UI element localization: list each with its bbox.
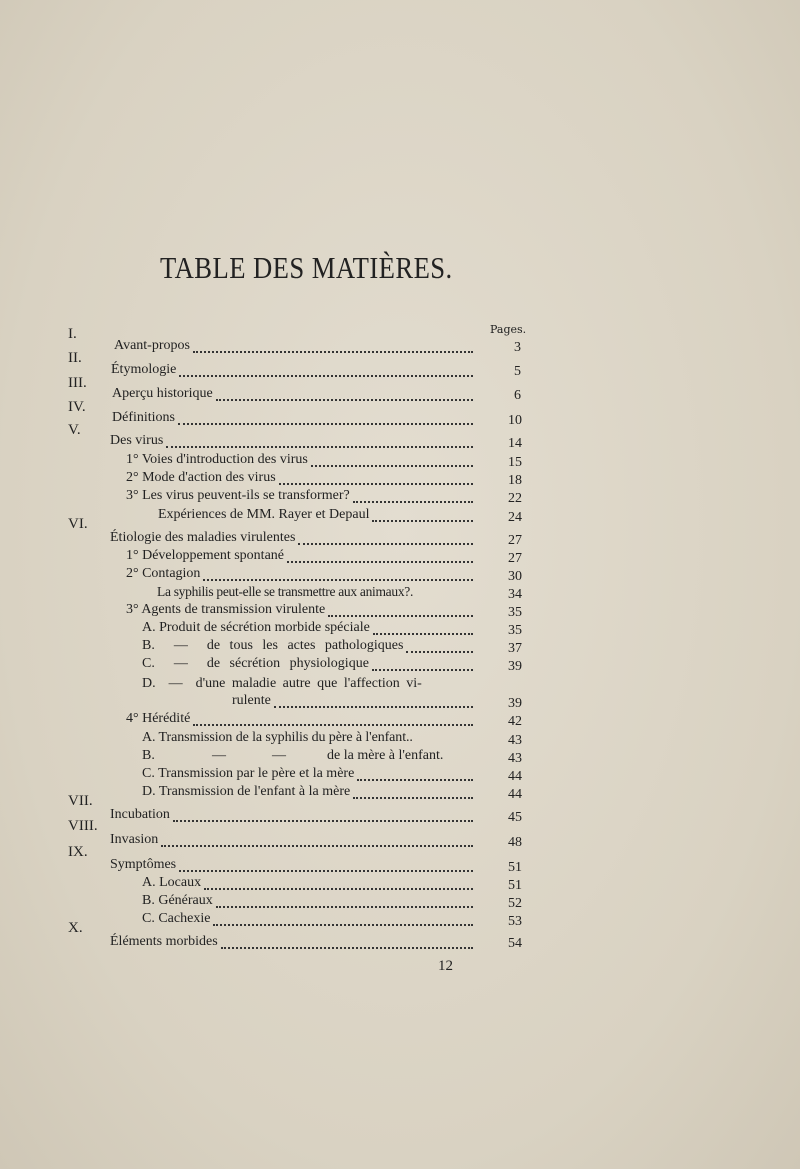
entry-label: 3° Agents de transmission virulente (126, 602, 326, 617)
leader-dots (221, 947, 473, 949)
page-number: 51 (508, 878, 522, 893)
entry-label: Définitions (112, 410, 175, 425)
leader-dots (357, 779, 473, 781)
entry-label: Étymologie (111, 362, 177, 377)
ditto-mark: — (212, 748, 226, 763)
roman-numeral: VII. (68, 793, 93, 809)
page-number: 5 (514, 364, 521, 379)
entry-label: Expériences de MM. Rayer et Depaul (158, 507, 370, 522)
toc-entry (142, 875, 476, 895)
toc-entry (142, 748, 476, 768)
entry-label: Étiologie des maladies virulentes (110, 530, 296, 545)
toc-entry (126, 470, 476, 490)
entry-label: La syphilis peut-elle se transmettre aux animaux?. (157, 584, 414, 599)
page-number: 51 (508, 860, 522, 875)
roman-numeral: VI. (68, 516, 88, 532)
page-number: 3 (514, 340, 521, 355)
page-number: 18 (508, 473, 522, 488)
toc-entry (110, 857, 476, 877)
leader-dots (173, 820, 473, 822)
page-number: 53 (508, 914, 522, 929)
leader-dots (287, 561, 473, 563)
page-number: 24 (508, 510, 522, 525)
entry-label: rulente (232, 693, 271, 708)
entry-label: 1° Voies d'introduction des virus (126, 452, 308, 467)
entry-label: D. Transmission de l'enfant à la mère (142, 784, 351, 799)
page-number: 42 (508, 714, 522, 729)
page-number: 14 (508, 436, 522, 451)
entry-label: C. Transmission par le père et la mère (142, 766, 355, 781)
leader-dots (179, 870, 473, 872)
leader-dots (216, 399, 473, 401)
page-number: 35 (508, 623, 522, 638)
roman-numeral: IX. (68, 844, 88, 860)
entry-label: A. Produit de sécrétion morbide spéciale (142, 620, 370, 635)
page-number: 37 (508, 641, 522, 656)
toc-entry (110, 934, 476, 954)
toc-entry (142, 784, 476, 804)
entry-label-tail: de la mère à l'enfant. (327, 748, 444, 763)
leader-dots (353, 501, 473, 503)
leader-dots (193, 351, 473, 353)
entry-label: 4° Hérédité (126, 711, 191, 726)
entry-label: Incubation (110, 807, 170, 822)
leader-dots (328, 615, 473, 617)
leader-dots (193, 724, 473, 726)
roman-numeral: V. (68, 422, 81, 438)
entry-label: Aperçu historique (112, 386, 213, 401)
entry-label: Invasion (110, 832, 159, 847)
toc-entry (142, 656, 476, 676)
page-number: 44 (508, 787, 522, 802)
leader-dots (166, 446, 473, 448)
entry-label: B. — de tous les actes pathologiques (142, 638, 404, 653)
entry-label: C. Cachexie (142, 911, 211, 926)
toc-entry (114, 338, 476, 358)
entry-label: 3° Les virus peuvent-ils se transformer? (126, 488, 350, 503)
entry-label: B. Généraux (142, 893, 213, 908)
toc-entry (110, 433, 476, 453)
leader-dots (203, 579, 473, 581)
toc-entry (110, 807, 476, 827)
toc-entry (126, 566, 476, 586)
toc-entry (142, 911, 476, 931)
roman-numeral: VIII. (68, 818, 98, 834)
page-number: 10 (508, 413, 522, 428)
page-number: 34 (508, 587, 522, 602)
entry-label: Des virus (110, 433, 164, 448)
entry-label: D. — d'une maladie autre que l'affection vi- (142, 676, 422, 691)
page-number: 43 (508, 733, 522, 748)
leader-dots (178, 423, 473, 425)
entry-label: Symptômes (110, 857, 177, 872)
toc-entry (142, 730, 476, 750)
leader-dots (311, 465, 473, 467)
entry-label: 2° Contagion (126, 566, 201, 581)
page-number: 43 (508, 751, 522, 766)
roman-numeral: X. (68, 920, 83, 936)
leader-dots (372, 669, 473, 671)
toc-entry (232, 693, 476, 713)
page-number: 15 (508, 455, 522, 470)
entry-label: 2° Mode d'action des virus (126, 470, 276, 485)
entry-label: A. Locaux (142, 875, 202, 890)
leader-dots (274, 706, 473, 708)
page-title: TABLE DES MATIÈRES. (160, 250, 453, 285)
toc-entry (112, 386, 476, 406)
toc-entry (110, 530, 476, 550)
page-number: 6 (514, 388, 521, 403)
toc-entry (157, 584, 476, 604)
toc-entry (142, 638, 476, 658)
toc-entry (111, 362, 476, 382)
roman-numeral: II. (68, 350, 82, 366)
page-number: 48 (508, 835, 522, 850)
toc-entry (142, 893, 476, 913)
roman-numeral: I. (68, 326, 77, 342)
page-number: 27 (508, 551, 522, 566)
toc-entry (126, 452, 476, 472)
page-folio-number: 12 (438, 958, 453, 974)
roman-numeral: III. (68, 375, 87, 391)
leader-dots (406, 651, 473, 653)
entry-label: C. — de sécrétion physiologique (142, 656, 369, 671)
leader-dots (179, 375, 473, 377)
roman-numeral: IV. (68, 399, 86, 415)
toc-entry (158, 507, 476, 527)
toc-entry (110, 832, 476, 852)
leader-dots (373, 633, 473, 635)
leader-dots (298, 543, 473, 545)
entry-label: Avant-propos (114, 338, 190, 353)
entry-label: B. (142, 748, 155, 763)
leader-dots (372, 520, 473, 522)
page-number: 30 (508, 569, 522, 584)
entry-label: A. Transmission de la syphilis du père à l'enfant.. (142, 730, 413, 745)
page-number: 22 (508, 491, 522, 506)
entry-label: 1° Développement spontané (126, 548, 284, 563)
leader-dots (213, 924, 473, 926)
page-number: 35 (508, 605, 522, 620)
page-number: 54 (508, 936, 522, 951)
page-number: 52 (508, 896, 522, 911)
leader-dots (161, 845, 473, 847)
page-number: 27 (508, 533, 522, 548)
page-number: 39 (508, 696, 522, 711)
entry-label: Éléments morbides (110, 934, 218, 949)
ditto-mark: — (272, 748, 286, 763)
pages-column-label: Pages. (490, 323, 527, 336)
page-number: 44 (508, 769, 522, 784)
toc-entry (126, 548, 476, 568)
toc-entry (142, 766, 476, 786)
leader-dots (216, 906, 473, 908)
leader-dots (279, 483, 473, 485)
leader-dots (353, 797, 473, 799)
toc-entry (142, 620, 476, 640)
page-number: 39 (508, 659, 522, 674)
toc-entry (126, 711, 476, 731)
toc-entry (126, 602, 476, 622)
leader-dots (204, 888, 473, 890)
page-number: 45 (508, 810, 522, 825)
toc-entry (126, 488, 476, 508)
toc-entry (112, 410, 476, 430)
